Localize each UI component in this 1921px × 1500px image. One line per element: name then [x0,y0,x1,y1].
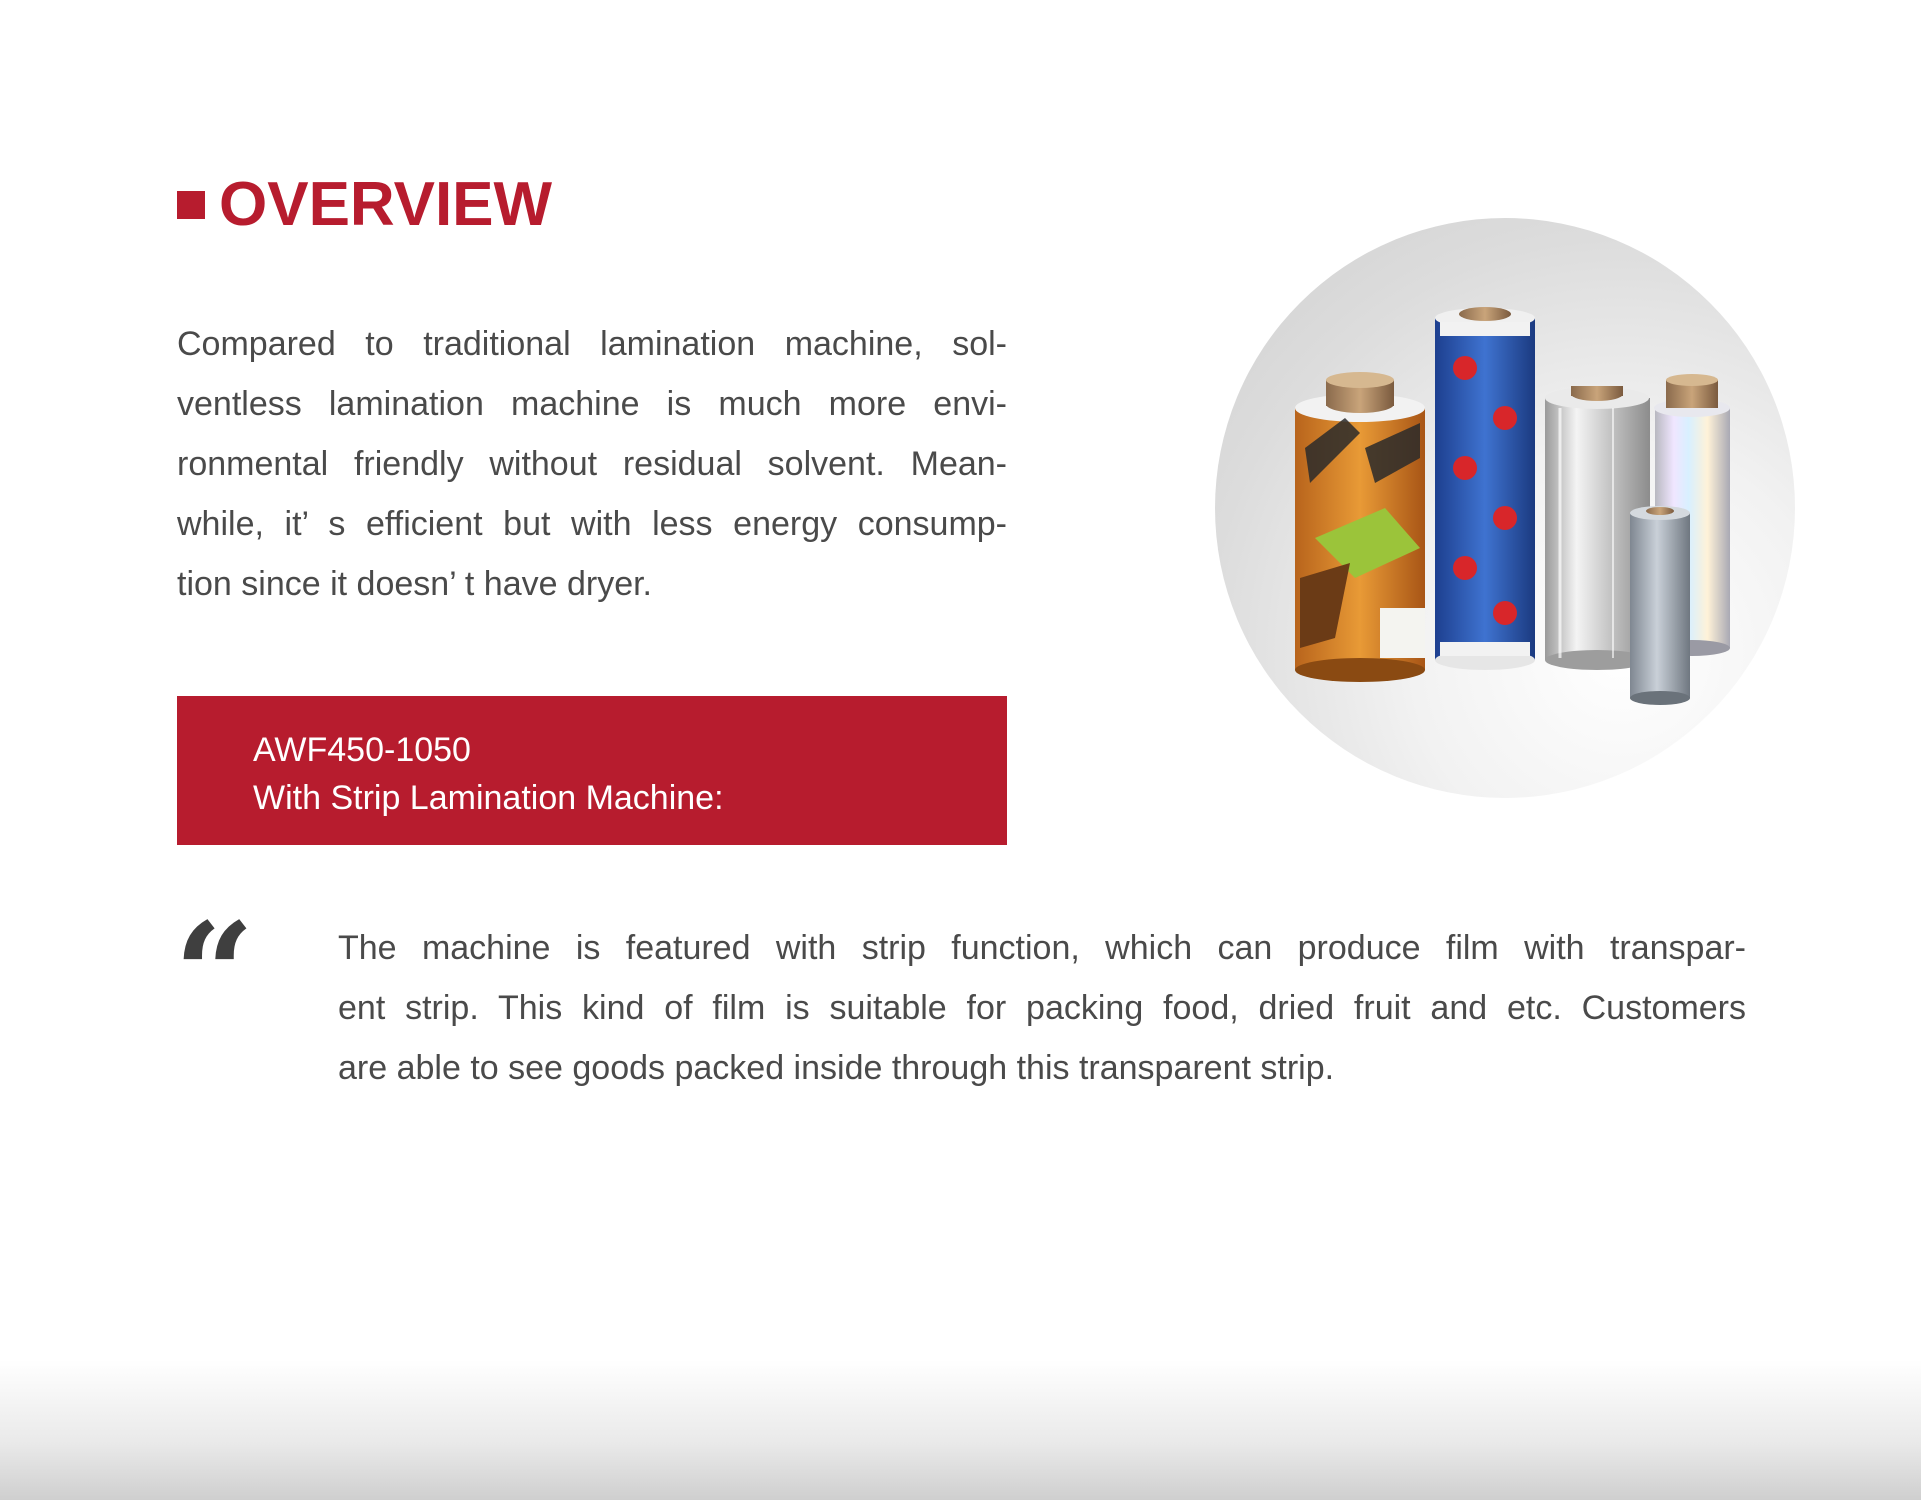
intro-line: Compared to traditional lamination machine, sol- [177,325,1007,363]
quote-paragraph [338,918,1746,1098]
model-subtitle: With Strip Lamination Machine: [253,779,724,817]
intro-paragraph [177,314,1007,614]
orange-film-roll [1295,372,1425,682]
quote-line: The machine is featured with strip function, which can produce film with transpar- [338,929,1746,967]
silver-film-roll [1630,506,1690,705]
heading-square-icon [177,191,205,219]
quote-line: are able to see goods packed inside through this transparent strip. [338,1049,1335,1087]
quote-line: ent strip. This kind of film is suitable for packing food, dried fruit and etc. Customers [338,989,1746,1027]
intro-line: tion since it doesn’ t have dryer. [177,565,653,603]
intro-line: ronmental friendly without residual solvent. Mean- [177,445,1007,483]
bottom-shadow [0,1360,1921,1500]
intro-line: while, it’ s efficient but with less energy consump- [177,505,1007,543]
page-title: OVERVIEW [219,170,553,239]
model-number: AWF450-1050 [253,731,471,769]
intro-line: ventless lamination machine is much more envi- [177,385,1007,423]
film-rolls-photo [1215,218,1795,798]
quote-mark-icon: “ [174,905,255,995]
model-banner [177,696,1007,845]
film-rolls-illustration [1215,218,1795,798]
section-heading [177,170,552,240]
blue-film-roll [1435,307,1535,670]
